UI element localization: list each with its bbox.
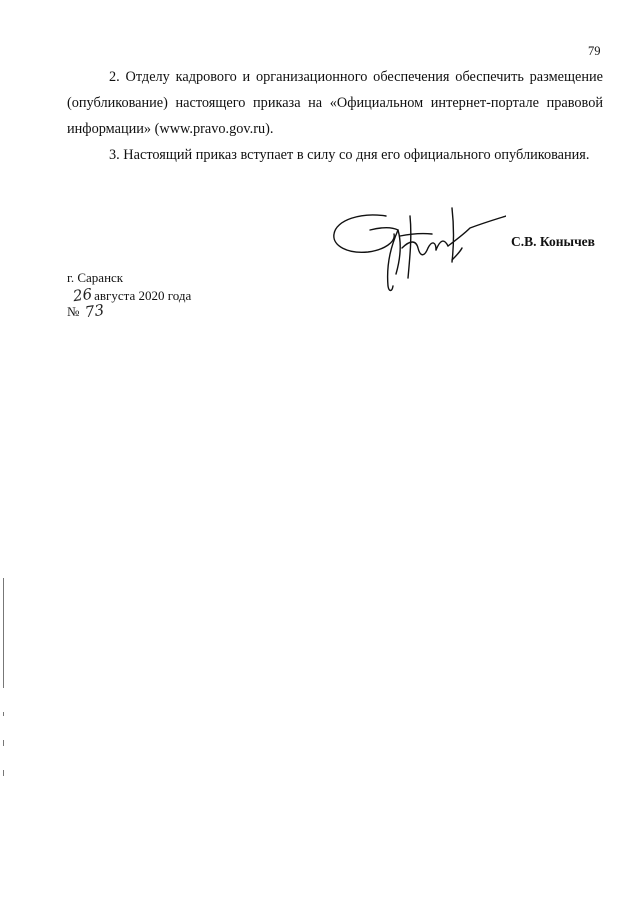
handwritten-order-number: 73 <box>83 300 105 322</box>
date-month-year: августа 2020 года <box>94 288 192 303</box>
scan-edge-mark <box>3 740 4 746</box>
paragraph-3: 3. Настоящий приказ вступает в силу со дня его официального опубликования. <box>109 147 590 163</box>
scan-edge-mark <box>3 770 4 776</box>
paragraph-2: 2. Отделу кадрового и организационного обеспечения обеспечить размещение (опубликование) настоящего приказа на «Официальном интернет-портале правовой информации» (www.pravo.gov.ru). <box>67 69 603 137</box>
order-number-line <box>67 302 104 320</box>
scan-edge-mark <box>3 578 4 688</box>
city-line: г. Саранск <box>67 270 124 285</box>
page-number: 79 <box>588 44 601 58</box>
handwritten-signature <box>326 200 506 300</box>
signer-name: С.В. Конычев <box>511 234 595 249</box>
number-sign: № <box>67 304 80 319</box>
handwritten-day: 26 <box>71 284 94 306</box>
scan-edge-mark <box>3 712 4 716</box>
